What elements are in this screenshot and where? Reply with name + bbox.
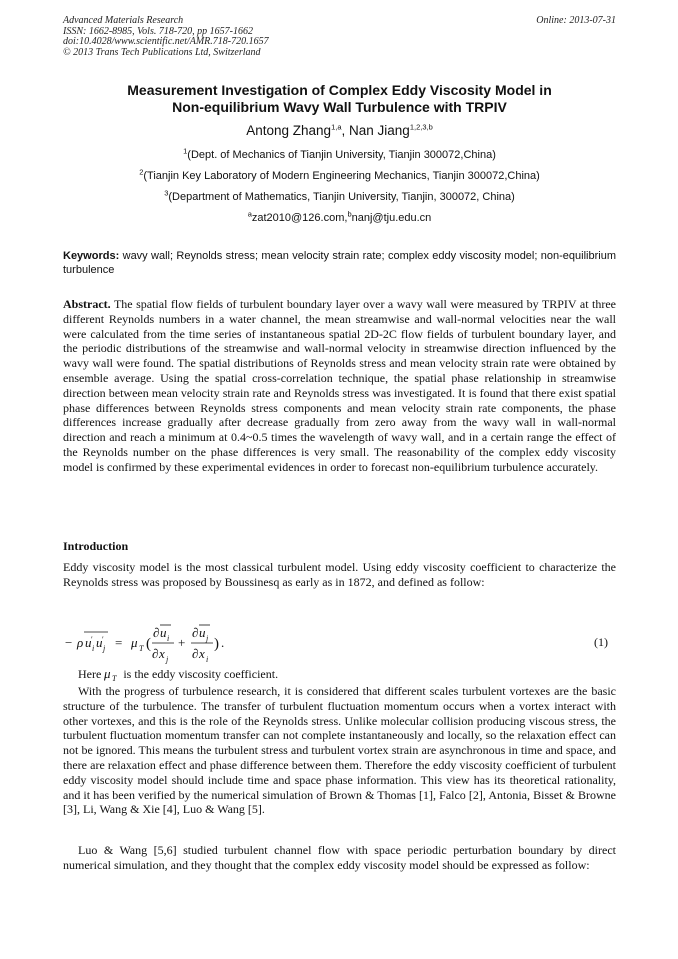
abstract-text: The spatial flow fields of turbulent boundary layer over a wavy wall were measured by TRPIV at three different Reynolds numbers in a water channel, the mean streamwise and wall-normal velocities near the wall were calculated from the time series of instantaneous spatial 2D-2C flow fields of turbulent boundary layer, and the periodic distributions of the streamwise and wall-normal velocity in streamwise direction influenced by the wavy wall were found. The spatial distributions of Reynolds stress and mean velocity strain rate were obtained by ensemble average. Using the spatial cross-correlation technique, the spatial phase relationship in streamwise direction between mean velocity strain rate and Reynolds stress was investigated. It is found that there exist spatial phase differences between Reynolds stress components and mean velocity strain rate components, the phase differences increase gradually after decrease gradually from zero away from the wavy wall in wall-normal direction and reach a minimum at 0.4~0.5 times the wavelength of wavy wall, and in a certain range the effect of the Reynolds number on the phase differences is very small. The reasonability of the complex eddy viscosity model is confirmed by these experimental evidences in order to forecast non-equilibrium turbulence accurately. xyxy=(63,297,616,474)
keywords-label: Keywords: xyxy=(63,250,120,262)
email-a[interactable]: zat2010@126.com, xyxy=(251,212,348,224)
copyright-line: © 2013 Trans Tech Publications Ltd, Switzerland xyxy=(63,46,261,58)
svg-text:x: x xyxy=(159,646,165,661)
author-name: Antong Zhang xyxy=(246,123,332,138)
svg-text:u: u xyxy=(96,635,103,650)
paper-title xyxy=(63,82,616,116)
author-superscript: 1,a xyxy=(331,122,342,132)
intro-paragraph-3: Luo & Wang [5,6] studied turbulent channel flow with space periodic perturbation boundary by direct numerical simulation, and they thought that the complex eddy viscosity model should be expressed as follow: xyxy=(63,843,616,872)
svg-text:i: i xyxy=(92,644,95,653)
affiliation-2 xyxy=(63,167,616,182)
online-date: Online: 2013-07-31 xyxy=(536,15,616,26)
author-separator: , xyxy=(341,123,350,138)
affiliation-superscript: 1 xyxy=(183,146,188,156)
affiliation-superscript: 2 xyxy=(139,167,144,177)
explanation-prefix: Here xyxy=(78,667,105,681)
issn-line: ISSN: 1662-8985, Vols. 718-720, pp 1657-1662 xyxy=(63,25,253,37)
svg-text:.: . xyxy=(221,635,225,650)
svg-text:∂: ∂ xyxy=(153,625,160,640)
svg-text:ρ: ρ xyxy=(77,635,84,650)
keywords-section xyxy=(63,250,616,277)
svg-text:u: u xyxy=(85,635,92,650)
svg-text:μ: μ xyxy=(104,667,111,681)
email-b[interactable]: nanj@tju.edu.cn xyxy=(351,212,432,224)
svg-text:j: j xyxy=(103,644,106,653)
author-name: Nan Jiang xyxy=(349,123,410,138)
equation-1 xyxy=(63,621,616,665)
affiliation-text: (Dept. of Mechanics of Tianjin University, Tianjin 300072,China) xyxy=(187,149,496,161)
svg-text:∂: ∂ xyxy=(192,646,199,661)
svg-text:′: ′ xyxy=(102,635,104,644)
affiliation-3 xyxy=(63,188,616,203)
svg-text:j: j xyxy=(166,655,169,664)
svg-text:i: i xyxy=(167,634,170,643)
svg-text:′: ′ xyxy=(91,635,93,644)
svg-text:T: T xyxy=(112,674,117,681)
abstract-label: Abstract. xyxy=(63,297,111,311)
svg-text:μ: μ xyxy=(131,635,138,650)
email-superscript: b xyxy=(347,209,352,219)
svg-text:x: x xyxy=(199,646,205,661)
email-line xyxy=(63,209,616,224)
svg-text:i: i xyxy=(206,655,209,664)
svg-text:j: j xyxy=(206,634,209,643)
svg-text:u: u xyxy=(199,625,206,640)
svg-text:): ) xyxy=(214,636,219,652)
keywords-text: wavy wall; Reynolds stress; mean velocity strain rate; complex eddy viscosity model; non-equilibrium turbulence xyxy=(63,250,616,276)
title-line-2: Non-equilibrium Wavy Wall Turbulence with TRPIV xyxy=(172,99,507,115)
email-superscript: a xyxy=(247,209,252,219)
mu-t-symbol xyxy=(104,667,120,681)
doi-line[interactable]: doi:10.4028/www.scientific.net/AMR.718-720.1657 xyxy=(63,36,269,47)
section-heading-introduction: Introduction xyxy=(63,539,129,553)
affiliation-text: (Department of Mathematics, Tianjin University, Tianjin, 300072, China) xyxy=(168,191,515,203)
svg-text:=: = xyxy=(115,635,123,650)
equation-number: (1) xyxy=(594,635,608,649)
svg-text:u: u xyxy=(160,625,167,640)
svg-text:−: − xyxy=(65,635,73,650)
svg-text:(: ( xyxy=(146,636,151,652)
svg-text:T: T xyxy=(139,644,144,653)
intro-paragraph-1: Eddy viscosity model is the most classical turbulent model. Using eddy viscosity coefficient to characterize the Reynolds stress was proposed by Boussinesq as early as in 1872, and defined as follow: xyxy=(63,560,616,589)
affiliation-superscript: 3 xyxy=(164,188,169,198)
affiliation-text: (Tianjin Key Laboratory of Modern Engineering Mechanics, Tianjin 300072,China) xyxy=(143,170,540,182)
explanation-suffix: is the eddy viscosity coefficient. xyxy=(120,667,279,681)
intro-paragraph-2: With the progress of turbulence research, it is considered that different scales turbulent vortexes are the basic structure of the turbulence. The transfer of turbulent fluctuation momentum occurs when a vortex interact with other vortexes, and this is the role of the Reynolds stress. Unlike molecular collision producing viscous stress, the turbulent fluctuation momentum transfer can not complete instantaneously and locally, so the relaxation effect can not be ignored. This means the turbulent stress and turbulent vortex strain are asynchronous in time and space, and there are relaxation effect and phase difference between them. Therefore the eddy viscosity coefficient of turbulent eddy viscosity model should include time and space phase information. This view has its theoretical rationality, and it has been verified by the numerical simulation of Brown & Thomas [1], Falco [2], Antonia, Bisset & Browne [3], Li, Wang & Xie [4], Luo & Wang [5]. xyxy=(63,684,616,817)
svg-text:+: + xyxy=(178,635,186,650)
svg-text:∂: ∂ xyxy=(152,646,159,661)
equation-explanation xyxy=(78,667,278,682)
journal-name: Advanced Materials Research xyxy=(63,15,184,26)
affiliation-1 xyxy=(63,146,616,161)
journal-header xyxy=(63,16,616,58)
title-line-1: Measurement Investigation of Complex Eddy Viscosity Model in xyxy=(127,82,552,98)
equation-1-formula xyxy=(63,621,363,665)
svg-text:∂: ∂ xyxy=(192,625,199,640)
author-superscript: 1,2,3,b xyxy=(409,122,433,132)
author-list xyxy=(63,123,616,138)
abstract-section xyxy=(63,297,616,475)
